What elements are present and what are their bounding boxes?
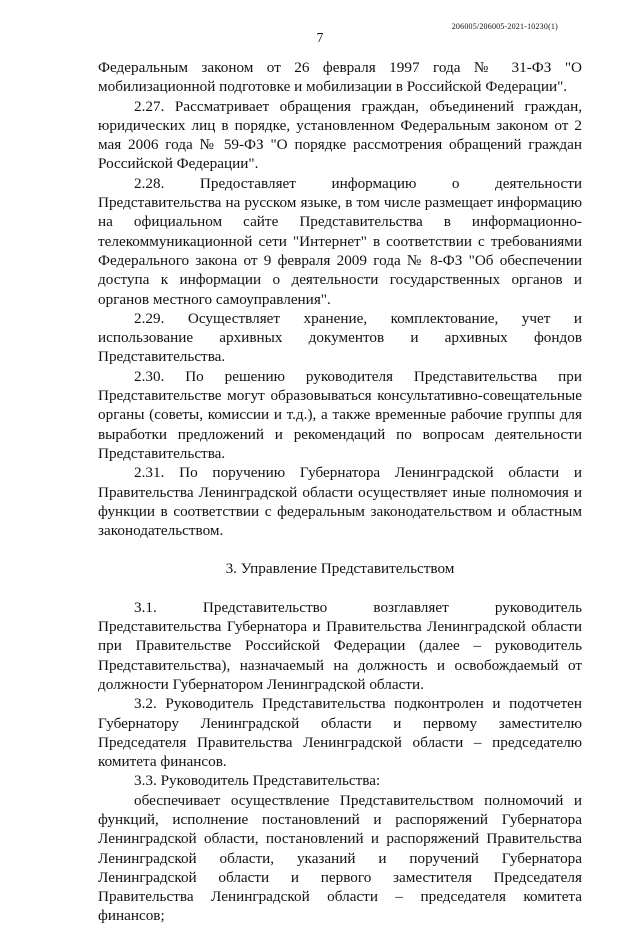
paragraph-3-1: 3.1. Представительство возглавляет руководитель Представительства Губернатора и Правительства Ленинградской области при Правительстве Российской Федерации (далее – руководитель Представительства), назначаемый на должность и освобождаемый от должности Губернатором Ленинградской области. <box>98 598 582 693</box>
paragraph-3-2: 3.2. Руководитель Представительства подконтролен и подотчетен Губернатору Ленинградской области и первому заместителю Председателя Правительства Ленинградской области – председателю комитета финансов. <box>98 695 582 771</box>
section-heading: 3. Управление Представительством <box>225 560 455 578</box>
paragraph-2-30: 2.30. По решению руководителя Представительства при Представительстве могут образовываться консультативно-совещательные органы (советы, комиссии и т.д.), а также временные рабочие группы для выработки предложений и рекомендаций по вопросам деятельности Представительства. <box>98 367 582 462</box>
document-id: 206005/206005-2021-10230(1) <box>451 22 558 31</box>
page-number: 7 <box>316 30 324 45</box>
paragraph-3-3: 3.3. Руководитель Представительства: <box>134 772 381 790</box>
paragraph-2-31: 2.31. По поручению Губернатора Ленинградской области и Правительства Ленинградской области осуществляет иные полномочия и функции в соответствии с федеральным законодательством и областным законодательством. <box>98 464 582 540</box>
paragraph-2-28: 2.28. Предоставляет информацию о деятельности Представительства на русском языке, в том числе размещает информацию на официальном сайте Представительства в информационно-телекоммуникационной сети "Интернет" в соответствии с требованиями Федерального закона от 9 февраля 2009 года № 8-ФЗ "Об обеспечении доступа к информации о деятельности государственных органов и органов местного самоуправления". <box>98 174 582 308</box>
paragraph-2-27: 2.27. Рассматривает обращения граждан, объединений граждан, юридических лиц в порядке, установленном Федеральным законом от 2 мая 2006 года № 59-ФЗ "О порядке рассмотрения обращений граждан Российской Федерации". <box>98 97 582 173</box>
paragraph-3-3-item: обеспечивает осуществление Представительством полномочий и функций, исполнение постановлений и распоряжений Губернатора Ленинградской области, постановлений и распоряжений Правительства Ленинградской области, указаний и поручений Губернатора Ленинградской области и первого заместителя Председателя Правительства Ленинградской области – председателя комитета финансов; <box>98 791 582 925</box>
paragraph-2-29: 2.29. Осуществляет хранение, комплектование, учет и использование архивных документов и архивных фондов Представительства. <box>98 309 582 366</box>
document-body <box>98 58 582 926</box>
paragraph-continuation: Федеральным законом от 26 февраля 1997 года № 31-ФЗ "О мобилизационной подготовке и мобилизации в Российской Федерации". <box>98 59 582 96</box>
